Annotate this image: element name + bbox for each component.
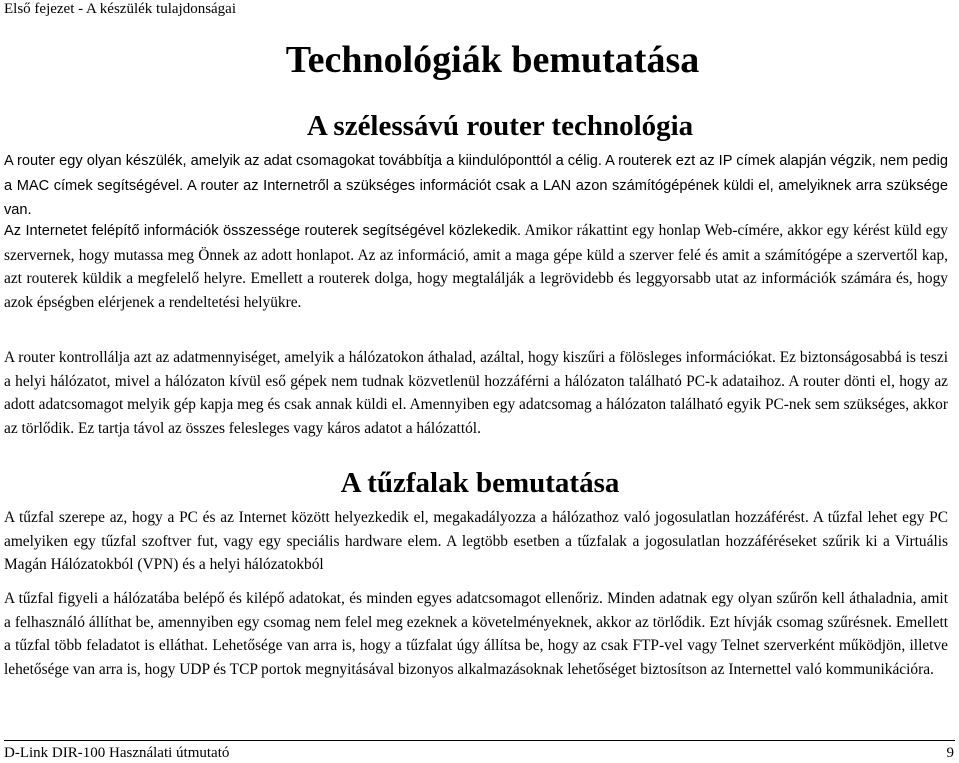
firewall-paragraph-2-lead: A tűzfal figyeli a hálózatába belépő és kilépő adatokat, és minden egyes adatcsomagot ellenőriz. Minden adatnak egy olyan szűrőn kell áthaladnia, amit a felhasználó állíthat be, amennyiben egy csomag nem felel meg ezeknek a követelményeknek, akkor az törlődik. Ezt hívják csomag szűrésnek. Emellett a tűzfal több feladatot is ellát bbox=[4, 590, 948, 654]
footer-page-number: 9 bbox=[946, 745, 954, 761]
footer-divider bbox=[4, 740, 955, 741]
router-paragraph-1-lead: A router egy olyan készülék, amelyik az adat csomagokat továbbítja a kiindulóponttól a célig. A routerek ezt az IP címek alapján végzik, nem pedig a MAC címek segítségével. bbox=[4, 153, 948, 194]
footer-product-name: D-Link DIR-100 Használati útmutató bbox=[4, 745, 230, 761]
firewall-paragraph-2 bbox=[4, 587, 948, 681]
router-paragraph-1-rest: A router az Internetről a szükséges információt csak a LAN azon számítógépének küldi el, amelyiknek arra szüksége van. bbox=[4, 177, 948, 218]
router-paragraph-1 bbox=[4, 149, 948, 223]
firewall-paragraph-1: A tűzfal szerepe az, hogy a PC és az Internet között helyezkedik el, megakadályozza a hálózathoz való jogosulatlan hozzáférést. A tűzfal lehet egy PC amelyiken egy tűzfal szoftver fut, vagy egy speciális hardware elem. A legtöbb esetben a tűzfalak a jogosulatlan hozzáféréseket szűrik ki a Virtuális Magán Hálózatokból (VPN) és a helyi hálózatokból bbox=[4, 509, 948, 573]
document-title: Technológiák bemutatása bbox=[285, 39, 700, 81]
running-header: Első fejezet - A készülék tulajdonságai bbox=[4, 1, 237, 17]
router-paragraph-2-rest: Amikor rákattint egy honlap Web-címére, akkor egy kérést küld egy szervernek, hogy mutassa meg Önnek az adott honlapot. Az az információ, amit a maga gépe küld a szerver felé és amit a számítógépe a szervertől kap, azt routerek küldik a megfelelő helyre. Emellett a routerek dolga, hogy megtalálják a legrövidebb és leggyorsabb utat az információk számára és, hogy azok épségben elérjenek a rendeltetési helyükre. bbox=[4, 222, 948, 311]
router-paragraph-3: A router kontrollálja azt az adatmennyiséget, amelyik a hálózatokon áthalad, azáltal, hogy kiszűri a fölösleges információkat. Ez biztonságosabbá is teszi a helyi hálózatot, mivel a hálózaton kívül eső gépek nem tudnak közvetlenül hozzáférni a hálózaton található PC-k adataihoz. A router dönti el, hogy az adott adatcsomagot melyik gép kapja meg és csak annak küldi el. Amennyiben egy adatcsomag a hálózaton található egyik PC-nek sem szükséges, akkor az törlődik. Ez tartja távol az összes felesleges vagy káros adatot a hálózattól. bbox=[4, 349, 948, 437]
router-technology-heading: A szélessávú router technológia bbox=[306, 110, 694, 142]
router-paragraph-2-lead: Az Internetet felépítő információk összessége routerek segítségével közlekedik. bbox=[4, 223, 522, 239]
router-paragraph-2 bbox=[4, 219, 948, 314]
firewall-paragraph-2-rest: hat. Lehetősége van arra is, hogy a tűzfalat úgy állítsa be, hogy az csak FTP-vel vagy Telnet szerverként működjön, illetve lehetősége van arra is, hogy UDP és TCP portok megnyitásával bizonyos alkalmazásoknak lehetőséget biztosítson az Internettel való kommunikációra. bbox=[4, 637, 948, 678]
firewall-heading: A tűzfalak bemutatása bbox=[340, 467, 620, 499]
